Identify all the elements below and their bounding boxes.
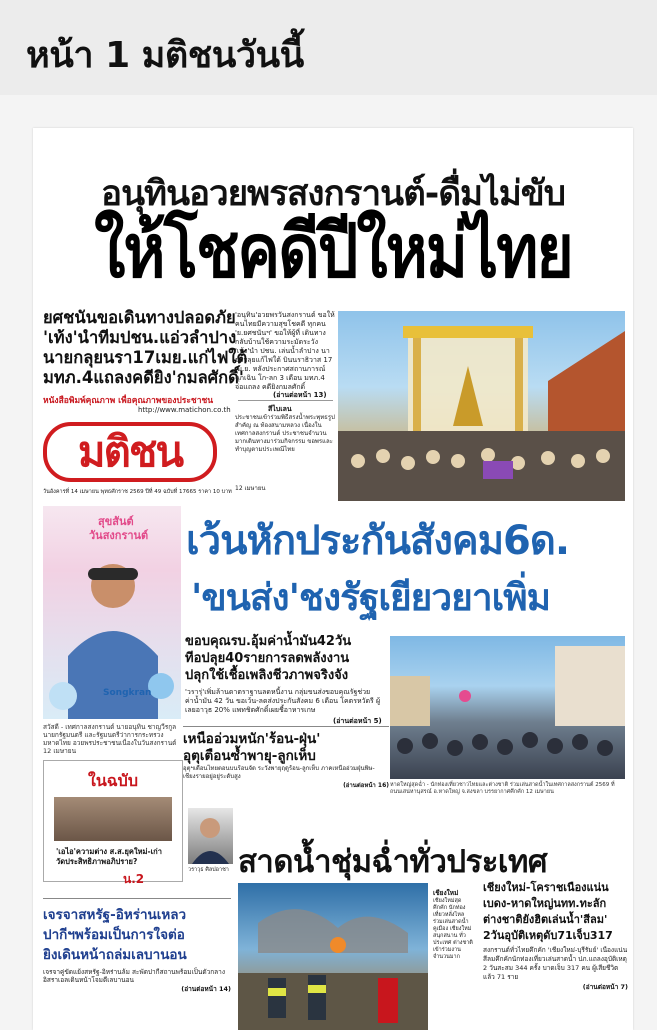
shrine-ceremony-photo <box>338 311 625 501</box>
crowd-illustration <box>390 636 625 779</box>
website-url: http://www.matichon.co.th <box>138 406 231 414</box>
continued-page-16[interactable]: (อ่านต่อหน้า 16) <box>343 782 389 789</box>
top-headline-line2: ให้โชคดีปีใหม่ไทย <box>94 209 572 295</box>
parliament-photo <box>54 797 172 841</box>
songkran-label: Songkran <box>103 688 152 698</box>
column-date: 12 เมษายน <box>235 485 266 492</box>
tagline: หนังสือพิมพ์คุณภาพ เพื่อคุณภาพของประชาชน <box>43 396 214 406</box>
splash-headline: สาดน้ำชุ่มฉ่ำทั่วประเทศ <box>238 844 548 880</box>
splash-right-heads <box>483 880 628 992</box>
poster-title: สุขสันต์ <box>98 515 134 528</box>
inside-headline: 'เอไอ'ความต่าง ส.ส.ยุคใหม่-เก่า วัดประสิทธิภาพอภิปราย? <box>56 847 162 866</box>
splash-right-line: ต่างชาติยังฮิตเล่นน้ำ'สีลม' <box>483 913 608 926</box>
heat-story <box>183 726 389 803</box>
person-photo <box>188 808 233 864</box>
firefighters-illustration <box>238 883 428 1030</box>
splash-right-line: เบดง-หาดใหญ่นทท.ทะลัก <box>483 897 607 910</box>
person-silhouette <box>188 808 233 864</box>
mid-sub-line: ขอบคุณรบ.อุ้มค่าน้ำมัน42วัน <box>185 634 352 649</box>
newspaper-front-page[interactable] <box>33 128 633 1030</box>
continued-page-13[interactable]: (อ่านต่อหน้า 13) <box>273 391 327 399</box>
poster-title-2: วันสงกรานต์ <box>89 529 149 542</box>
logo-text: มติชน <box>77 427 183 476</box>
subhead-line: ยศชนันขอเดินทางปลอดภัย <box>43 308 236 327</box>
dateline: วันอังคารที่ 14 เมษายน พุทธศักราช 2569 ปีที่ 49 ฉบับที่ 17665 ราคา 10 บาท <box>43 489 232 495</box>
songkran-poster <box>43 506 181 719</box>
lead-story-text: 'อนุทิน'อวยพรวันสงกรานต์ ขอให้คนไทยมีความสุขโชคดี ทุกคน 'ย.ยศชนันฯ' ขอให้ผู้ที่ เดินทางกลับบ้านใช้ความระมัดระวัง 'เท้ง'นำ ปชน. เล่นน้ำลำปาง นายกฯลุยแก้ไฟใต้ บินนราธิวาส 17 เม.ย. หลังประกาศสถานการณ์ฉุกเฉิน โก-ลก 3 เดือน มทภ.4 จ่อแถลง คดียิงกมลศักดิ์ <box>235 311 335 391</box>
iran-text: เจรจาคู่ขัดแย้งสหรัฐ-อิหร่านล้ม สะพัดปากีสถานพร้อมเป็นตัวกลาง อิสราเอลเดินหน้าโจมตีเลบานอน <box>43 968 225 984</box>
matichon-logo <box>43 422 217 482</box>
mid-headline-line2: 'ขนส่ง'ชงรัฐเยียวยาเพิ่ม <box>191 576 551 619</box>
divider <box>238 400 333 401</box>
page-title: หน้า 1 มติชนวันนี้ <box>26 35 304 76</box>
inside-this-issue-box[interactable] <box>43 760 183 882</box>
mid-story-text: 'วรารุ่'เพิ่มล้านดาตราฐานลดหนี้งาน กลุ่มขนส่งขอบคุณรัฐช่วยค่าน้ำมัน 42 วัน ขอเว้น-ลดส่งประกันสังคม 6 เดือน โคตรหวัดรี ผู้เลยอาวุธ 20% แพทชิตศักดิ์เผยชี้อาหารเกษ <box>185 688 381 714</box>
continued-page-14[interactable]: (อ่านต่อหน้า 14) <box>181 985 231 993</box>
shrine-illustration <box>338 311 625 501</box>
fire-scene-photo <box>238 883 428 1030</box>
crowd-caption: หาดใหญ่สุดฉ่ำ - นักท่องเที่ยวชาวไทยและต่างชาติ ร่วมเล่นสาดน้ำในเทศกาลสงกรานต์ 2569 ที่ถนนเสน่หานุสรณ์ อ.หาดใหญ่ จ.สงขลา บรรยากาศคึกคัก 12 เมษายน <box>390 782 615 795</box>
mid-sub-line: ทีอปลุย40รายการลดพลังงาน <box>185 651 350 666</box>
subhead-line: 'เท้ง'นำทีมปชน.แอ่วลำปาง <box>43 328 237 347</box>
mid-headline-line1: เว้นหักประกันสังคม6ด. <box>186 518 570 564</box>
top-headline-line1: อนุทินอวยพรสงกรานต์-ดื่มไม่ขับ <box>101 174 565 214</box>
hatyai-crowd-photo <box>390 636 625 779</box>
iran-headline: ปากีฯพร้อมเป็นการใจต่อ <box>43 927 185 943</box>
iran-headline: ยิงเดินหน้าถล่มเลบานอน <box>43 947 187 963</box>
splash-right-text: สงกรานต์ทั่วไทยคึกคัก 'เชียงใหม่-บุรีรัมย์' เนืองแน่น สีลมคึกคักนักท่องเที่ยวเล่นสาดน้ำ ปภ.แถลงอุบัติเหตุ 2 วันสะสม 344 ครั้ง บาดเจ็บ 317 คน ผู้เสียชีวิตแล้ว 71 ราย <box>483 946 628 981</box>
mid-sub-line: ปลุกใช้เชื้อเพลิงชีวภาพจริงจัง <box>185 668 349 683</box>
iran-story <box>43 898 231 994</box>
continued-page-5[interactable]: (อ่านต่อหน้า 5) <box>333 717 382 725</box>
subhead-line: นายกลุยนรา17เมย.แก่ไฟใต้ <box>43 348 248 367</box>
splash-right-line: เชียงใหม่-โคราชเนืองแน่น <box>483 881 609 894</box>
inside-page-link[interactable]: น.2 <box>123 872 145 886</box>
splash-column-head: เชียงใหม่ <box>433 889 459 897</box>
mid-subheads <box>185 633 390 684</box>
heat-headline-2: อุตุเตือนซ้ำพายุ-ลูกเห็บ <box>183 748 316 764</box>
continued-page-7[interactable]: (อ่านต่อหน้า 7) <box>582 983 628 991</box>
page-header <box>0 0 657 95</box>
person-label: วราวุธ ศิลปอาชา <box>188 867 229 873</box>
splash-right-line: 2วันอุบัติเหตุดับ71เจ็บ317 <box>483 929 613 942</box>
column-text: ประชาชนเข้าร่วมพิธีสรงน้ำพระพุทธรูปสำคัญ ณ ท้องสนามหลวง เนื่องในเทศกาลสงกรานต์ ประชาชนจำนวนมากเดินทางมาร่วมกิจกรรม ขอพรและทำบุญตามประเพณีไทย <box>235 414 335 453</box>
heat-text: อุตุฯเตือนไทยตอนบนร้อนจัด ระวังพายุฤดูร้อน-ลูกเห็บ ภาคเหนืออ่วมฝุ่นพิษ-เชียงรายอยู่อยู่ระดับสูง <box>183 765 375 780</box>
inside-title: ในฉบับ <box>88 771 138 790</box>
poster-caption: สวัสดี - เทศกาลสงกรานต์ นายอนุทิน ชาญวีรกูล นายกรัฐมนตรี และรัฐมนตรีว่าการกระทรวงมหาดไทย อวยพรประชาชนเนื่องในวันสงกรานต์ 12 เมษายน <box>43 723 177 755</box>
splash-column-text: เชียงใหม่สุดคึกคัก นักท่องเที่ยวหลั่งไหล ร่วมเล่นสาดน้ำคูเมือง เชียงใหม่ สนุกสนาน ทั่วประเทศ ต่างชาติเข้าร่วมงาน จำนวนมาก <box>433 898 473 960</box>
iran-headline: เจรจาสหรัฐ-อิหร่านเหลว <box>43 907 187 923</box>
column-head: สีไบเลน <box>268 405 292 413</box>
subhead-line: มทภ.4แถลงคดียิง'กมลศักดิ์' <box>43 368 244 387</box>
heat-headline-1: เหนืออ่วมหนัก'ร้อน-ฝุ่น' <box>183 731 321 747</box>
